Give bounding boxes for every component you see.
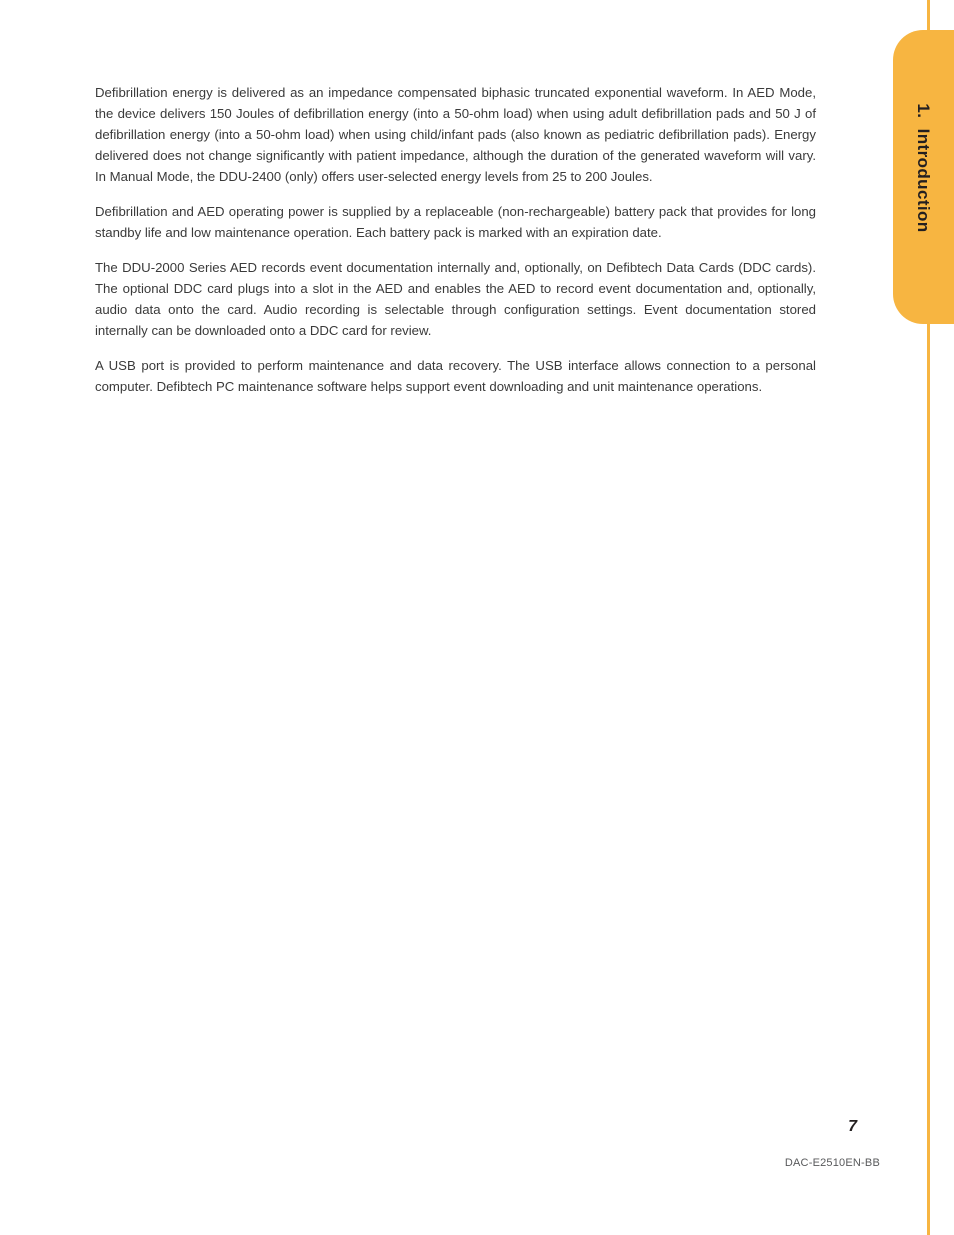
chapter-tab xyxy=(893,30,954,324)
paragraph: The DDU-2000 Series AED records event documentation internally and, optionally, on Defibtech Data Cards (DDC cards). The optional DDC card plugs into a slot in the AED and enables the AED to record event documentation and, optionally, audio data onto the card. Audio recording is selectable through configuration settings. Event documentation stored internally can be downloaded onto a DDC card for review. xyxy=(95,260,816,338)
paragraph: Defibrillation energy is delivered as an impedance compensated biphasic truncated exponential waveform. In AED Mode, the device delivers 150 Joules of defibrillation energy (into a 50-ohm load) when using adult defibrillation pads and 50 J of defibrillation energy (into a 50-ohm load) when using child/infant pads (also known as pediatric defibrillation pads). Energy delivered does not change significantly with patient impedance, although the duration of the generated waveform will vary. In Manual Mode, the DDU-2400 (only) offers user-selected energy levels from 25 to 200 Joules. xyxy=(95,85,816,184)
chapter-tab-label: 1. Introduction xyxy=(914,103,934,233)
body-content xyxy=(95,82,816,397)
paragraph: Defibrillation and AED operating power is supplied by a replaceable (non-rechargeable) battery pack that provides for long standby life and low maintenance operation. Each battery pack is marked with an expiration date. xyxy=(95,204,816,240)
document-code: DAC-E2510EN-BB xyxy=(784,1157,880,1169)
paragraph: A USB port is provided to perform maintenance and data recovery. The USB interface allows connection to a personal computer. Defibtech PC maintenance software helps support event downloading and unit maintenance operations. xyxy=(95,358,816,394)
page-number: 7 xyxy=(848,1118,857,1135)
